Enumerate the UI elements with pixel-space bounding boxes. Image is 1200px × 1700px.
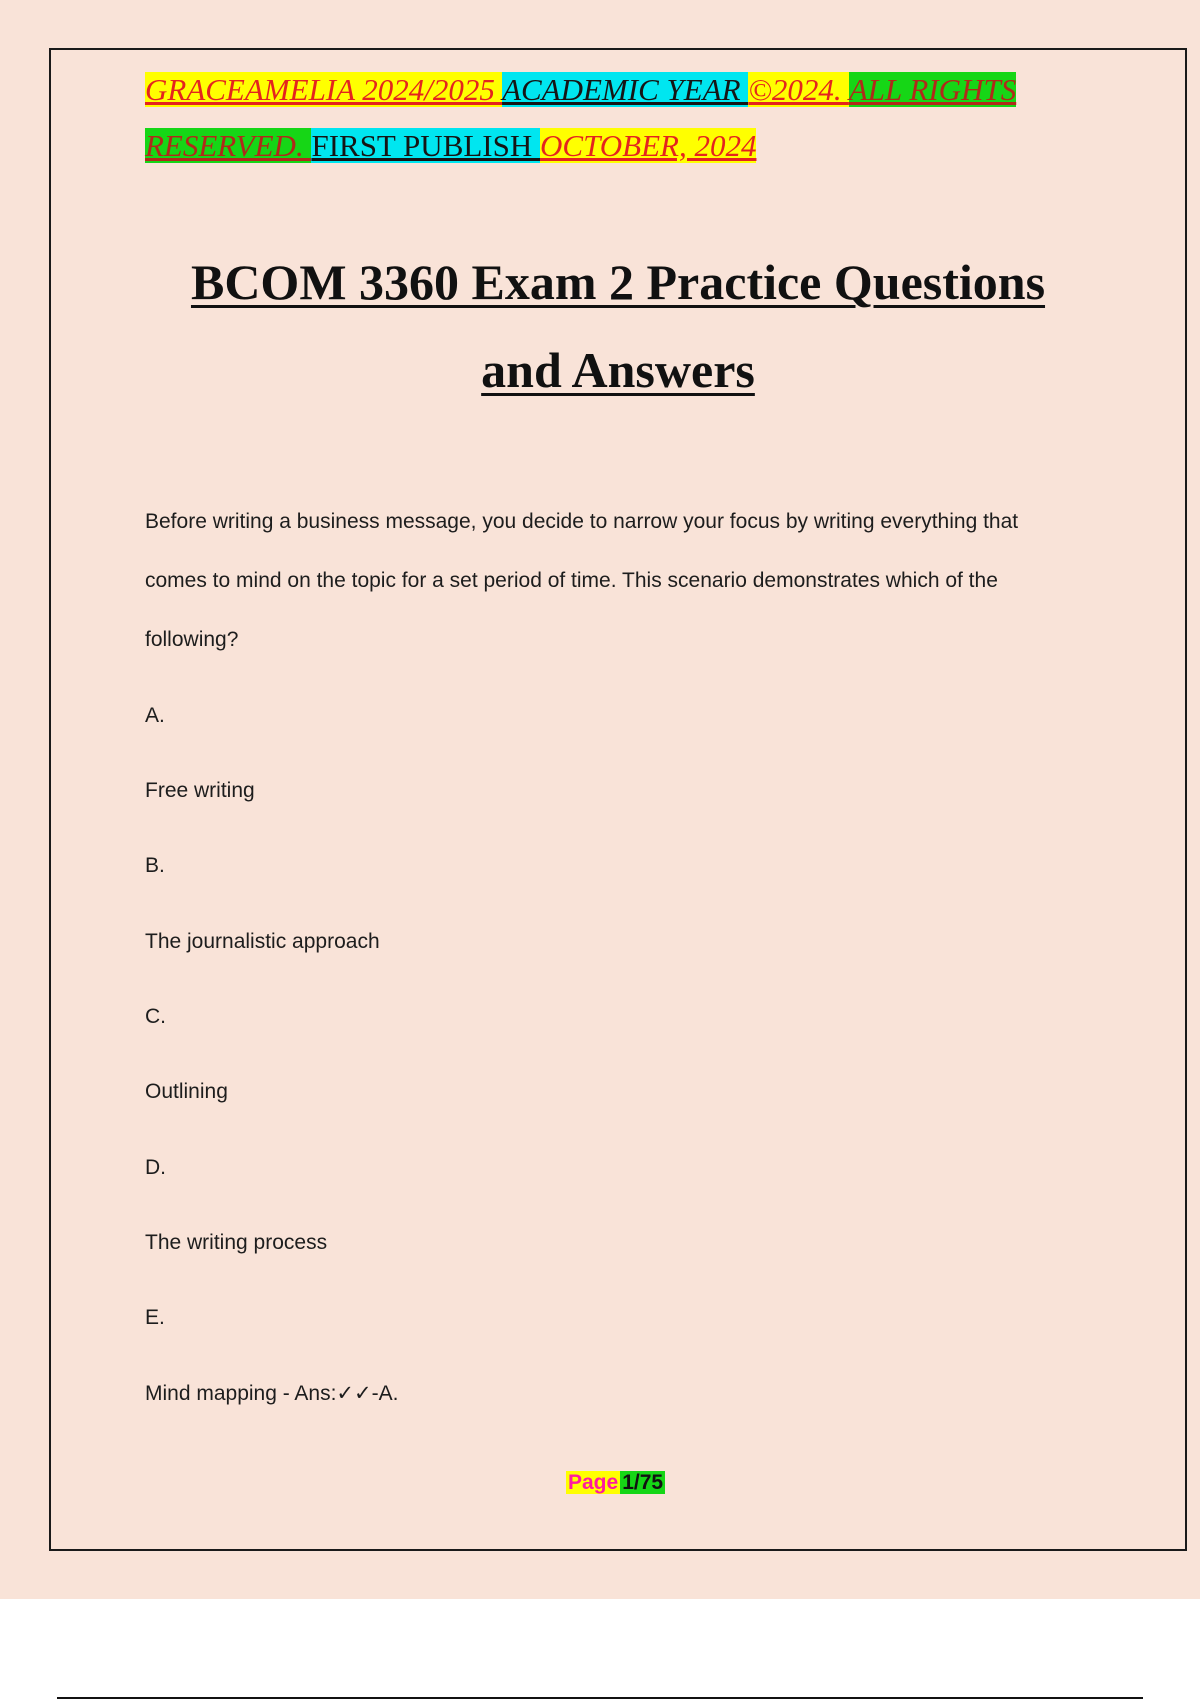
option-letter-c: C. — [145, 1005, 166, 1028]
copyright-header-line-2 — [145, 128, 756, 164]
option-letter-e: E. — [145, 1306, 165, 1329]
header-first-publish: FIRST PUBLISH — [311, 128, 541, 163]
document-title-line-2 — [0, 340, 1200, 400]
option-text-b: The journalistic approach — [145, 930, 380, 953]
option-text-d: The writing process — [145, 1231, 328, 1254]
option-text-a: Free writing — [145, 779, 255, 802]
document-title-text-1: BCOM 3360 Exam 2 Practice Questions — [190, 254, 1046, 310]
option-letter-b: B. — [145, 854, 165, 877]
page-number-footer — [566, 1469, 665, 1497]
option-text-e-with-answer: Mind mapping - Ans:✓✓-A. — [145, 1382, 399, 1405]
header-copyright: ©2024. — [748, 72, 849, 107]
header-author-year: GRACEAMELIA 2024/2025 — [145, 72, 503, 107]
page-label: Page — [568, 1471, 619, 1494]
header-academic-year: ACADEMIC YEAR — [502, 72, 749, 107]
question-line-2: comes to mind on the topic for a set period of time. This scenario demonstrates which of the — [145, 569, 998, 592]
question-line-1: Before writing a business message, you decide to narrow your focus by writing everything that — [145, 510, 1019, 533]
question-line-3: following? — [145, 628, 239, 651]
header-reserved: RESERVED. — [145, 128, 312, 163]
option-letter-d: D. — [145, 1156, 166, 1179]
page-number: 1/75 — [622, 1471, 664, 1494]
option-text-c: Outlining — [145, 1080, 228, 1103]
bottom-divider — [57, 1697, 1143, 1699]
document-title-text-2: and Answers — [481, 342, 755, 398]
option-letter-a: A. — [145, 704, 165, 727]
header-publish-date: OCTOBER, 2024 — [540, 128, 757, 163]
document-title-line-1 — [0, 252, 1200, 312]
copyright-header-line-1 — [145, 72, 1016, 108]
header-all-rights: ALL RIGHTS — [848, 72, 1017, 107]
